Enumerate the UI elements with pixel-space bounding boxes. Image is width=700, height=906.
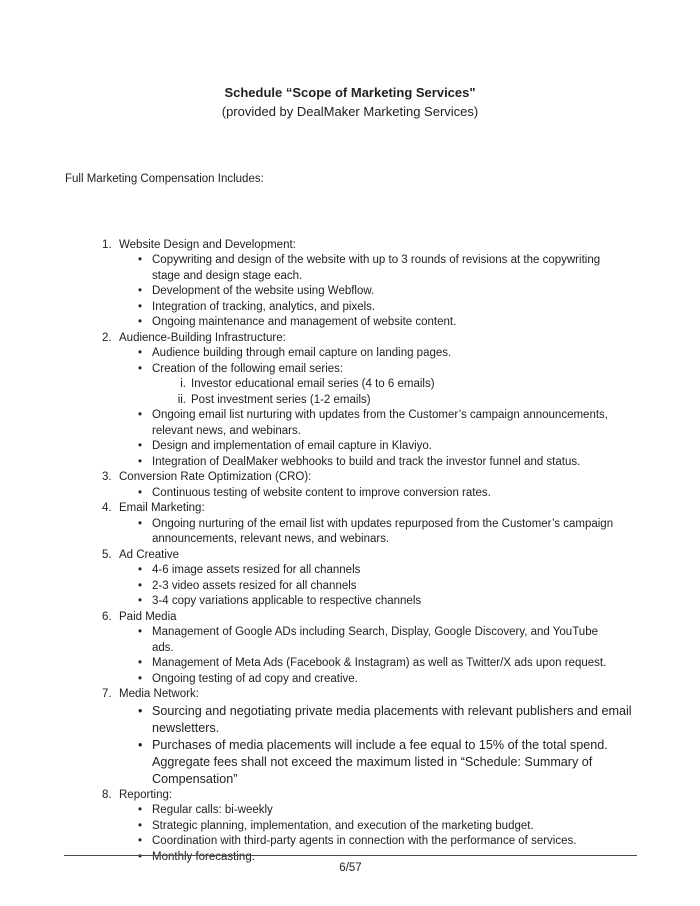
section-item xyxy=(102,788,635,866)
document-title: Schedule “Scope of Marketing Services" xyxy=(224,85,476,100)
bullet-item xyxy=(137,703,635,737)
section-heading: Paid Media xyxy=(119,610,177,623)
sub-item xyxy=(173,393,635,409)
section-number: 4. xyxy=(102,502,112,514)
bullet-text: Coordination with third-party agents in connection with the performance of services. xyxy=(152,835,577,847)
bullet-text: Integration of tracking, analytics, and pixels. xyxy=(152,300,376,313)
section-heading: Reporting: xyxy=(119,788,173,801)
bullet-text: Regular calls: bi-weekly xyxy=(152,804,273,816)
page-number: 6/57 xyxy=(339,862,362,874)
bullet-text: Ongoing testing of ad copy and creative. xyxy=(152,672,358,685)
bullet-item xyxy=(137,819,622,835)
section-item xyxy=(102,331,635,471)
bullet-item xyxy=(137,439,622,455)
bullet-text: Monthly forecasting. xyxy=(152,850,255,863)
bullet-text: Strategic planning, implementation, and execution of the marketing budget. xyxy=(152,819,534,832)
section-number: 1. xyxy=(102,238,112,251)
bullet-item xyxy=(137,300,622,316)
document-subtitle: (provided by DealMaker Marketing Services) xyxy=(221,104,479,119)
bullet-text: Sourcing and negotiating private media placements with relevant publishers and email newsletters. xyxy=(152,703,632,735)
bullet-list xyxy=(102,517,635,548)
bullet-item xyxy=(137,362,622,378)
bullet-text: Ongoing maintenance and management of website content. xyxy=(152,316,457,328)
bullet-text: Audience building through email capture on landing pages. xyxy=(152,347,452,359)
section-item xyxy=(102,470,635,501)
bullet-text: 4-6 image assets resized for all channels xyxy=(152,564,361,576)
bullet-item xyxy=(137,563,622,579)
bullet-item xyxy=(137,737,635,788)
bullet-text: Purchases of media placements will include a fee equal to 15% of the total spend. Aggregate fees shall not exceed the maximum listed in “Schedule: Summary of Compensation” xyxy=(152,737,608,786)
bullet-text: 3-4 copy variations applicable to respective channels xyxy=(152,595,422,607)
section-number: 5. xyxy=(102,548,112,561)
section-number: 3. xyxy=(102,471,112,483)
bullet-item xyxy=(137,834,622,850)
bullet-item xyxy=(137,455,622,471)
bullet-list xyxy=(102,253,635,331)
bullet-text: Management of Meta Ads (Facebook & Instagram) as well as Twitter/X ads upon request. xyxy=(152,657,607,669)
section-heading: Ad Creative xyxy=(119,548,180,561)
footer-divider xyxy=(64,855,637,856)
section-item xyxy=(102,501,635,548)
bullet-list xyxy=(102,563,635,610)
page-footer xyxy=(64,855,637,877)
bullet-item xyxy=(137,672,622,688)
bullet-list xyxy=(102,346,635,470)
bullet-text: Continuous testing of website content to improve conversion rates. xyxy=(152,486,491,499)
section-number: 6. xyxy=(102,610,112,623)
section-number: 7. xyxy=(102,688,112,700)
bullet-text: Ongoing email list nurturing with updates from the Customer’s campaign announcements, relevant news, and webinars. xyxy=(152,409,608,437)
services-list xyxy=(65,238,635,866)
section-item xyxy=(102,548,635,610)
section-number: 2. xyxy=(102,331,112,344)
bullet-item xyxy=(137,803,622,819)
bullet-item xyxy=(137,517,622,548)
bullet-item xyxy=(137,656,622,672)
bullet-item xyxy=(137,594,622,610)
bullet-text: Development of the website using Webflow. xyxy=(152,285,375,297)
section-item xyxy=(102,687,635,788)
bullet-item xyxy=(137,486,622,502)
bullet-item xyxy=(137,253,622,284)
intro-text: Full Marketing Compensation Includes: xyxy=(65,173,264,185)
section-heading: Conversion Rate Optimization (CRO): xyxy=(119,471,312,483)
bullet-item xyxy=(137,284,622,300)
bullet-item xyxy=(137,346,622,362)
bullet-text: Ongoing nurturing of the email list with updates repurposed from the Customer’s campaign announcements, relevant news, and webinars. xyxy=(152,517,614,545)
section-heading: Email Marketing: xyxy=(119,502,205,514)
bullet-text: Copywriting and design of the website with up to 3 rounds of revisions at the copywriting stage and design stage each. xyxy=(152,254,601,282)
bullet-list xyxy=(102,625,635,687)
bullet-item xyxy=(137,408,622,439)
section-item xyxy=(102,238,635,331)
bullet-list xyxy=(102,486,635,502)
section-heading: Audience-Building Infrastructure: xyxy=(119,331,286,344)
sub-item-text: Post investment series (1-2 emails) xyxy=(191,393,371,406)
sub-item-text: Investor educational email series (4 to 6 emails) xyxy=(191,378,435,390)
section-number: 8. xyxy=(102,788,112,801)
bullet-text: Design and implementation of email capture in Klaviyo. xyxy=(152,440,432,452)
bullet-item xyxy=(137,579,622,595)
bullet-text: Management of Google ADs including Search, Display, Google Discovery, and YouTube ads. xyxy=(152,626,598,654)
bullet-item xyxy=(137,625,622,656)
bullet-text: 2-3 video assets resized for all channels xyxy=(152,579,357,592)
bullet-text: Integration of DealMaker webhooks to build and track the investor funnel and status. xyxy=(152,455,581,468)
bullet-list xyxy=(102,703,635,788)
bullet-text: Creation of the following email series: xyxy=(152,362,344,375)
section-heading: Website Design and Development: xyxy=(119,238,296,251)
sub-item xyxy=(173,377,635,393)
section-item xyxy=(102,610,635,688)
sub-item-label: ii. xyxy=(177,393,186,406)
document-header xyxy=(65,84,635,120)
section-heading: Media Network: xyxy=(119,688,199,700)
bullet-item xyxy=(137,315,622,331)
sub-item-label: i. xyxy=(180,378,186,390)
